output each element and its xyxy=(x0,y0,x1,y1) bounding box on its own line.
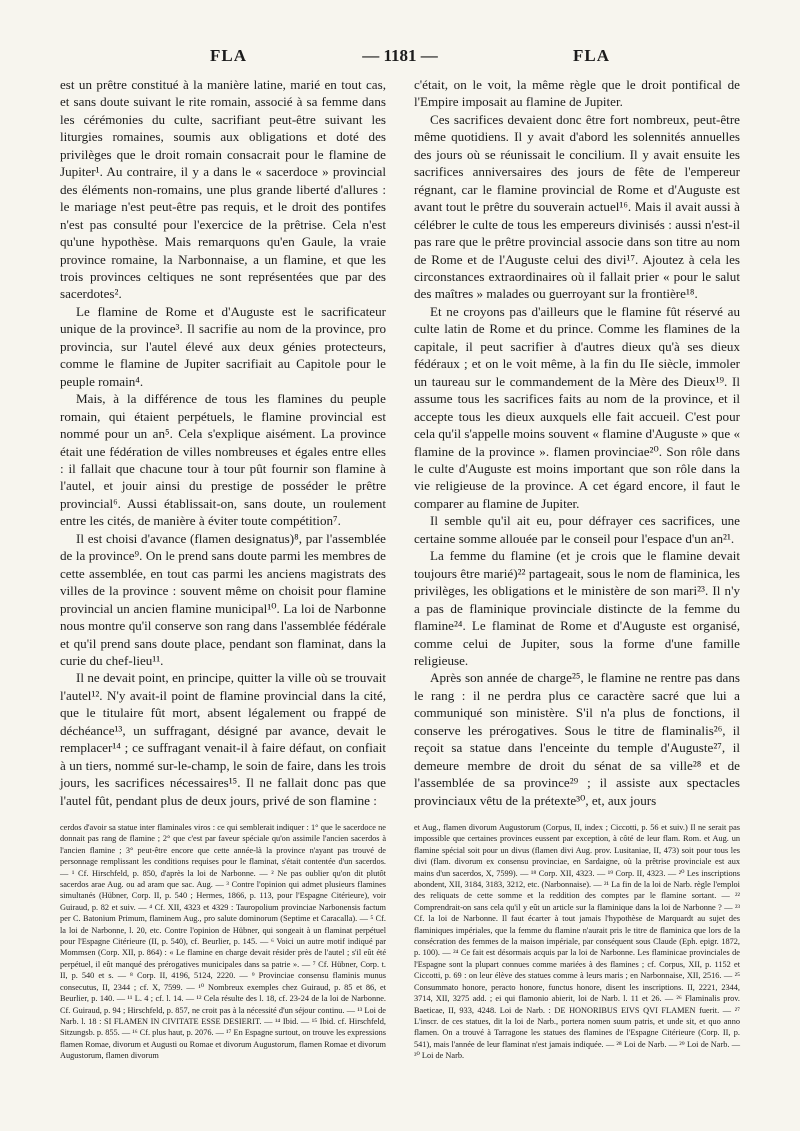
right-column xyxy=(414,76,740,809)
footnotes-right xyxy=(414,822,740,1062)
paragraph: Le flamine de Rome et d'Auguste est le sacrificateur unique de la province³. Il sacrifie au nom de la province, pro provincia, sur l'autel élevé aux deux génies protecteurs, comme le flamine de Jupiter sacrifiait au Capitole pour le peuple romain⁴. xyxy=(60,303,386,389)
paragraph: Après son année de charge²⁵, le flamine ne rentre pas dans le rang : il ne perdra plus ce caractère sacré que lui a communiqué son ministère. S'il n'a plus de fonctions, il conserve les prérogatives. Sous le titre de flaminalis²⁶, il reçoit sa statue dans l'enceinte du temple d'Auguste²⁷, il demeure membre de droit du sénat de sa ville²⁸ et de l'assemblée de sa province²⁹ ; il assiste aux spectacles provinciaux vêtu de la prétexte³⁰, et, aux jours xyxy=(414,670,740,808)
page-number: — 1181 — xyxy=(362,46,438,65)
running-head-left: FLA xyxy=(210,46,247,65)
paragraph: Il semble qu'il ait eu, pour défrayer ces sacrifices, une certaine somme allouée par le conseil pour l'espace d'un an²¹. xyxy=(414,513,740,546)
paragraph: Il ne devait point, en principe, quitter la ville où se trouvait l'autel¹². N'y avait-il point de flamine provincial dans la cité, que le titulaire fût mort, absent légalement ou frappé de déchéance¹³, un suffragant, désigné par avance, devait le remplacer¹⁴ ; ce suffragant venait-il à faire défaut, on confiait à un tiers, nommé sur-le-champ, le soin de faire, dans les trois jours, les sacrifices nécessaires¹⁵. Il ne fallait donc pas que l'autel fût, pendant plus de deux jours, privé de son flamine : xyxy=(60,670,386,808)
footnote-text: et Aug., flamen divorum Augustorum (Corpus, II, index ; Ciccotti, p. 56 et suiv.) Il ne serait pas impossible que certaines provinces eussent par exception, à côté de leur flam. Rom. et Aug. un flamine spécial soit pour un divus (flamen divi Aug. prov. Lusitaniae, II, 473) soit pour tous les divi (flam. divorum ex consensu provinciae, en Sardaigne, où la prêtrise provinciale est aux mains d'un sacerdos, X, 7599). — ¹⁸ Corp. XII, 4323. — ¹⁹ Corp. II, 4323. — ²⁰ Les inscriptions abondent, XII, 3184, 3183, 3212, etc. (Narbonnaise). — ²¹ La fin de la loi de Narb. règle l'emploi des reliquats de cette somme et la reddition des comptes par le flamine sortant. — ²² Comprendrait-on sans cela qu'il y eût un article sur la flaminique dans la loi de Narbonne ? — ²³ Cf. la loi de Narbonne. Il faut écarter à tout jamais l'hypothèse de Marquardt au sujet des flaminiques impériales, que la femme du flamine n'aurait pris le titre de flaminica que lors de la consécration des femmes de la maison impériale, par conséquent sous Claude (Eph. epigr. 1872, p. 100). — ²⁴ Ce fait est désormais acquis par la loi de Narbonne. Les flaminicae provinciales de l'Espagne sont la plupart connues comme mariées à des flamines ; cf. Corpus, XII, p. 1152 et Ciccotti, p. 69 : on leur élève des statues comme à leurs maris ; en Narbonnaise, XII, 2516. — ²⁵ Consummato honore, peracto honore, functus honore, disent les inscriptions. II, 2221, 2344, 3714, XII, 3275 add. ; ei qui flamonio abierit, loi de Narb. l. 11 et 26. — ²⁶ Flaminalis prov. Baeticae, II, 933, 4248. Loi de Narb. : DE HONORIBUS EIVS QVI FLAMEN fuerit. — ²⁷ L'inscr. de ces statues, dit la loi de Narb., portera nomen suum patris, et unde sit, et quo anno flamen. On a trouvé à Tarragone les statues des flamines de l'Espagne Citérieure (Corp. II, p. 541), mais l'année de leur flaminat n'est jamais indiquée. — ²⁸ Loi de Narb. — ²⁹ Loi de Narb. — ³⁰ Loi de Narb. xyxy=(414,823,740,1061)
paragraph: est un prêtre constitué à la manière latine, marié en tout cas, et sans doute suivant le rite romain, associé à sa femme dans les cérémonies du culte, sacrifiant peut-être suivant les liturgies romaines, soumis aux obligations et doté des privilèges que le droit romain consacrait pour le flamine de Jupiter¹. Au contraire, il y a dans le « sacerdoce » provincial des éléments non-romains, une plus grande liberté d'allures : le mariage n'est peut-être pas requis, et le droit des pontifes n'est pas consulté pour l'exercice de la prêtrise. Cela n'est qu'une hypothèse. Mais remarquons qu'en Gaule, la vraie province romaine, la Narbonnaise, a un flamine, et que les trois provinces celtiques ne sont représentées que par des sacerdotes². xyxy=(60,77,386,302)
paragraph: Et ne croyons pas d'ailleurs que le flamine fût réservé au culte latin de Rome et du prince. Comme les flamines de la capitale, il peut sacrifier à d'autres dieux qu'à ses dieux fédéraux ; et on le voit même, à la fin du IIe siècle, immoler un taureau sur le commandement de la Mère des Dieux¹⁹. Il assume tous les sacrifices faits au nom de la province, et il accepte tous les dieux auxquels elle fait accueil. C'est pour cela qu'il s'appelle moins souvent « flamine d'Auguste » que « flamine de la province ». flamen provinciae²⁰. Son rôle dans le culte d'Auguste est moins important que son rôle dans la vie religieuse de la province. A cet égard encore, il faut le comparer au flamine de Jupiter. xyxy=(414,303,740,511)
left-column xyxy=(60,76,386,809)
paragraph: La femme du flamine (et je crois que le flamine devait toujours être marié)²² partageait, sous le nom de flaminica, les privilèges, les obligations et le ministère de son mari²³. Il n'y a pas de flaminique provinciale distincte de la femme du flamine²⁴. Le flaminat de Rome et d'Auguste est organisé, comme celui de Jupiter, sous la forme d'une famille religieuse. xyxy=(414,548,740,668)
footnote-text: cerdos d'avoir sa statue inter flaminales viros : ce qui semblerait indiquer : 1° que le sacerdoce ne donnait pas rang de flamine ; 2° que c'est par faveur spéciale qu'on assimile l'ancien sacerdos à l'ancien flamine ; 3° peut-être encore que cette année-là la province n'ayant pas trouvé de personnage remplissant les conditions requises pour le flaminat, s'était contentée d'un sacerdos. — ¹ Cf. Hirschfeld, p. 850, d'après la loi de Narbonne. — ² Ne pas oublier qu'on dit plutôt sacerdos arae Aug. ou ad aram que sac. Aug. — ³ Contre l'opinion qui admet plusieurs flamines simultanés (Hübner, Corp. II, p. 540 ; Hermes, 1866, p. 113, pour l'Espagne Citérieure), voir Guiraud, p. 82 et suiv. — ⁴ Cf. XII, 4323 et 4329 : Tauropolium provinciae Narbonensis factum per C. Batonium Primum, flaminem Aug., pro salute dominorum (Septime et Caracalla). — ⁵ Cf. la loi de Narbonne, l. 20, etc. Contre l'opinion de Hübner, qui songeait à un flaminat perpétuel pour l'Espagne Citérieure (II, p. 540), cf. Beurlier, p. 145. — ⁶ Voici un autre motif indiqué par Mommsen (Corp. XII, p. 864) : « Le flamine en charge devait résider près de l'autel ; s'il eût été perpétuel, il eût manqué des prérogatives municipales dans sa patrie ». — ⁷ Cf. Hübner, Corp. t. II, p. 540 et s. — ⁸ Corp. II, 4196, 5124, 2220. — ⁹ Provinciae consensu flaminis munus consecutus, II, 2344 ; cf. X, 7599. — ¹⁰ Nombreux exemples chez Guiraud, p. 85 et 86, et Beurlier, p. 140. — ¹¹ L. 4 ; cf. l. 14. — ¹² Cela résulte des l. 18, cf. 23-24 de la loi de Narbonne. Cf. Guiraud, p. 94 ; Hirschfeld, p. 857, ne croit pas à la nécessité d'un séjour continu. — ¹³ Loi de Narb. l. 18 : SI FLAMEN IN CIVITATE ESSE DESIERIT. — ¹⁴ Ibid. — ¹⁵ Ibid. cf. Hirschfeld, Sitzungsb. p. 855. — ¹⁶ Cf. plus haut, p. 2076. — ¹⁷ En Espagne surtout, on trouve les expressions flamen Romae, divorum et Augusti ou Romae et divorum Augustorum, flamen Romae et divorum Augustorum, flamen divorum xyxy=(60,823,386,1061)
page-header xyxy=(60,42,740,70)
paragraph: Ces sacrifices devaient donc être fort nombreux, peut-être même quotidiens. Il y avait d'abord les solennités annuelles des jours où se réunissait le concilium. Il y avait ensuite les sacrifices anniversaires des jours de fête de l'empereur régnant, car le flamine provincial de Rome et d'Auguste est avant tout le prêtre du souverain actuel¹⁶. Mais il avait aussi à célébrer le culte de tous les empereurs divinisés : aussi n'est-il pas rare que le prêtre provincial associe dans son titre au nom de Rome et de l'Auguste celui des divi¹⁷. Ajoutez à cela les circonstances extraordinaires où il fallait prier « pour le salut des maîtres » malades ou guerroyant sur la frontière¹⁸. xyxy=(414,111,740,302)
paragraph: c'était, on le voit, la même règle que le droit pontifical de l'Empire imposait au flamine de Jupiter. xyxy=(414,77,740,110)
footnotes-left xyxy=(60,822,386,1062)
running-head-right: FLA xyxy=(573,46,610,65)
paragraph: Il est choisi d'avance (flamen designatus)⁸, par l'assemblée de la province⁹. On le prend sans doute parmi les membres de cette assemblée, en tout cas parmi les anciens magistrats des villes de la province : souvent même on choisit pour flamine provincial un ancien flamine municipal¹⁰. La loi de Narbonne nous montre qu'il conserve son rang dans l'assemblée fédérale et qu'il prend sans doute place, pendant son flaminat, dans la curie du chef-lieu¹¹. xyxy=(60,530,386,668)
paragraph: Mais, à la différence de tous les flamines du peuple romain, qui étaient perpétuels, le flamine provincial est nommé pour un an⁵. Cela s'explique aisément. La province était une fédération de villes nombreuses et égales entre elles : il fallait que chacune tour à tour pût fournir son flamine à l'autel, et jouir ainsi du prestige de posséder le prêtre provincial⁶. Aussi établissait-on, sans doute, un roulement entre les cités, de manière à éviter toute compétition⁷. xyxy=(60,391,386,529)
